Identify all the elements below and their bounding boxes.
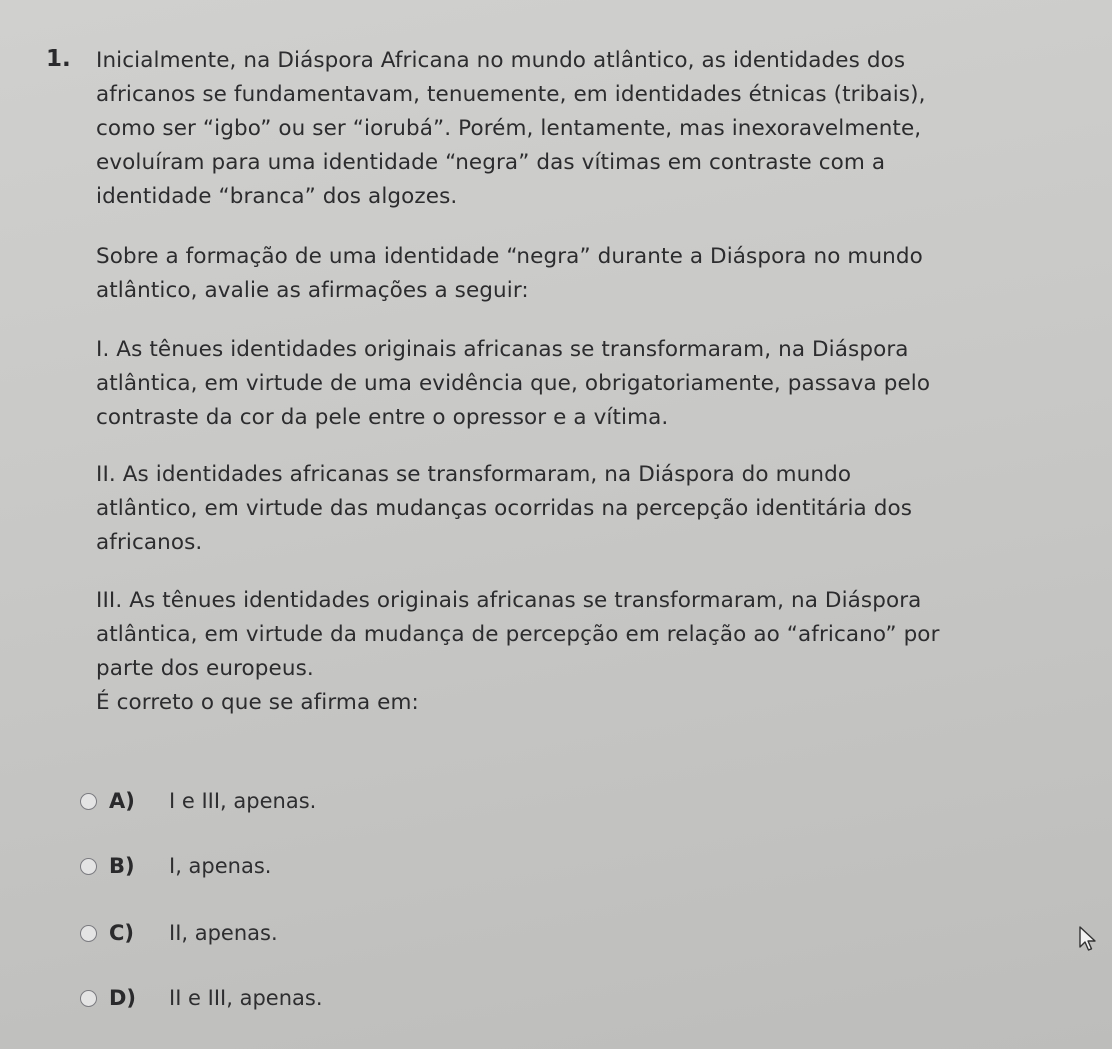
statement-line: II. As identidades africanas se transformaram, na Diáspora do mundo — [96, 462, 852, 487]
option-text: I, apenas. — [169, 854, 272, 878]
instruction-text — [96, 240, 1096, 308]
statement-2 — [96, 458, 1096, 560]
option-c[interactable] — [80, 918, 278, 948]
prompt-line: como ser “igbo” ou ser “iorubá”. Porém, lentamente, mas inexoravelmente, — [96, 116, 922, 141]
option-d[interactable] — [80, 983, 323, 1013]
prompt-line: Inicialmente, na Diáspora Africana no mundo atlântico, as identidades dos — [96, 48, 906, 73]
instruction-line: atlântico, avalie as afirmações a seguir: — [96, 278, 529, 303]
option-a[interactable] — [80, 786, 316, 816]
statement-line: parte dos europeus. — [96, 656, 314, 681]
option-letter: B) — [109, 854, 135, 878]
statement-line: africanos. — [96, 530, 203, 555]
prompt-line: africanos se fundamentavam, tenuemente, em identidades étnicas (tribais), — [96, 82, 926, 107]
option-text: II, apenas. — [169, 921, 278, 945]
statement-line: atlântica, em virtude da mudança de percepção em relação ao “africano” por — [96, 622, 940, 647]
statement-line: atlântica, em virtude de uma evidência que, obrigatoriamente, passava pelo — [96, 371, 931, 396]
prompt-line: identidade “branca” dos algozes. — [96, 184, 458, 209]
option-letter: C) — [109, 921, 135, 945]
option-b[interactable] — [80, 851, 271, 881]
statement-1 — [96, 333, 1096, 435]
radio-unselected-icon[interactable] — [80, 990, 97, 1007]
statement-3 — [96, 584, 1096, 720]
option-letter: A) — [109, 789, 135, 813]
option-text: II e III, apenas. — [169, 986, 323, 1010]
statement-line: I. As tênues identidades originais africanas se transformaram, na Diáspora — [96, 337, 909, 362]
closing-line: É correto o que se afirma em: — [96, 690, 419, 715]
instruction-line: Sobre a formação de uma identidade “negra” durante a Diáspora no mundo — [96, 244, 923, 269]
statement-line: contraste da cor da pele entre o opressor e a vítima. — [96, 405, 669, 430]
radio-unselected-icon[interactable] — [80, 858, 97, 875]
statement-line: III. As tênues identidades originais africanas se transformaram, na Diáspora — [96, 588, 922, 613]
question-prompt — [96, 44, 1096, 214]
option-letter: D) — [109, 986, 137, 1010]
mouse-pointer-icon — [1078, 925, 1098, 953]
option-text: I e III, apenas. — [169, 789, 317, 813]
radio-unselected-icon[interactable] — [80, 925, 97, 942]
statement-line: atlântico, em virtude das mudanças ocorridas na percepção identitária dos — [96, 496, 913, 521]
radio-unselected-icon[interactable] — [80, 793, 97, 810]
question-number: 1. — [46, 46, 71, 72]
prompt-line: evoluíram para uma identidade “negra” das vítimas em contraste com a — [96, 150, 886, 175]
